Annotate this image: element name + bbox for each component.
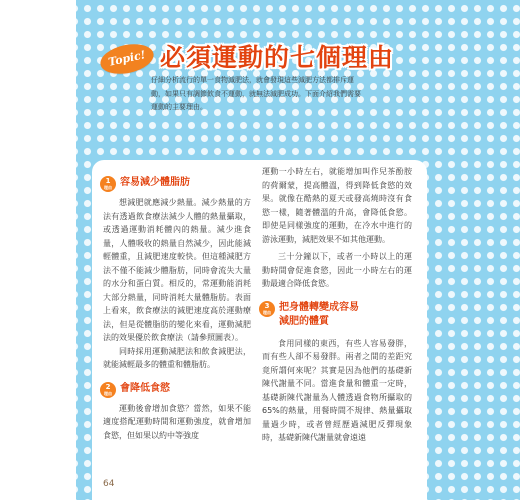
section-1-title: 容易減少體脂肪: [120, 177, 190, 188]
section-2-continued-paragraph: 三十分鐘以下，或者一小時以上的運動時間會促進食慾，因此一小時左右的運動最適合降低食慾。: [262, 252, 412, 288]
intro-text: 仔細分析流行的單一食物減肥法，就會發現這些減肥方法都排斥運動，如果只有調節飲食不運動，就無法減肥成功。下面介紹我們需要運動的主要理由。: [151, 76, 361, 111]
page-number: 64: [103, 479, 115, 489]
section-3-title: [279, 301, 359, 329]
left-column: [103, 174, 251, 442]
section-2-header: [100, 382, 251, 398]
right-column: [262, 165, 412, 445]
section-1-paragraph: 同時採用運動減肥法和飲食減肥法，就能減輕最多的體重和體脂肪。: [103, 346, 251, 369]
topic-tag: Topic!: [98, 40, 157, 79]
section-3-title-line-2: 減肥的體質: [279, 315, 329, 327]
section-2-title: 會降低食慾: [120, 382, 170, 394]
section-3-header: [259, 301, 412, 329]
section-2-continued-paragraph: 運動一小時左右，就能增加叫作兒茶酚胺的荷爾蒙，提高體溫，得到降低食慾的效果。就像在酷熱的夏天或發高燒時沒有食慾一樣，隨著體溫的升高，會降低食慾。即使是同樣強度的運動，在冷水中進行的游泳運動，減肥效果不如其他運動。: [262, 167, 412, 244]
reason-1-badge-icon: 1 理由: [100, 176, 116, 192]
section-1-header: [100, 176, 251, 192]
section-2-paragraph: 運動後會增加食慾？當然，如果不能適度搭配運動時間和運動強度，就會增加食慾，但如果以約中等強度: [103, 403, 251, 440]
section-3-paragraph: 食用同樣的東西，有些人容易發胖，而有些人卻不易發胖。兩者之間的差距究竟所謂何來呢？其實是因為他們的基礎新陳代謝量不同。當進食量和體重一定時，基礎新陳代謝量為人體透過食物所攝取的65%的熱量，用餐時間不規律、熱量攝取量過少時，或者曾經歷過減肥反彈現象時，基礎新陳代謝量就會遠遠: [262, 338, 412, 442]
reason-2-badge-icon: 2 理由: [100, 382, 116, 398]
section-1-paragraph: 想減肥就應減少熱量。減少熱量的方法有透過飲食療法減少人體的熱量攝取，或透過運動消耗體內的熱量。減少進食量，人體吸收的熱量自然減少，因此能減輕體重，且減肥速度較快。但這種減肥方法不僅不能減少體脂肪，同時會流失大量的水分和蛋白質。相反的，常運動能消耗大部分熱量，同時消耗大量體脂肪。表面上看來，飲食療法的減肥速度高於運動療法，但是從體脂肪的變化來看，運動減肥法的效果優於飲食療法（請參照圖表）。: [103, 198, 251, 342]
page-gutter: [0, 0, 76, 500]
section-3-title-line-1: 把身體轉變成容易: [279, 301, 359, 313]
reason-3-badge-icon: 3 理由: [259, 301, 275, 317]
page-title: 必須運動的七個理由: [160, 43, 395, 72]
